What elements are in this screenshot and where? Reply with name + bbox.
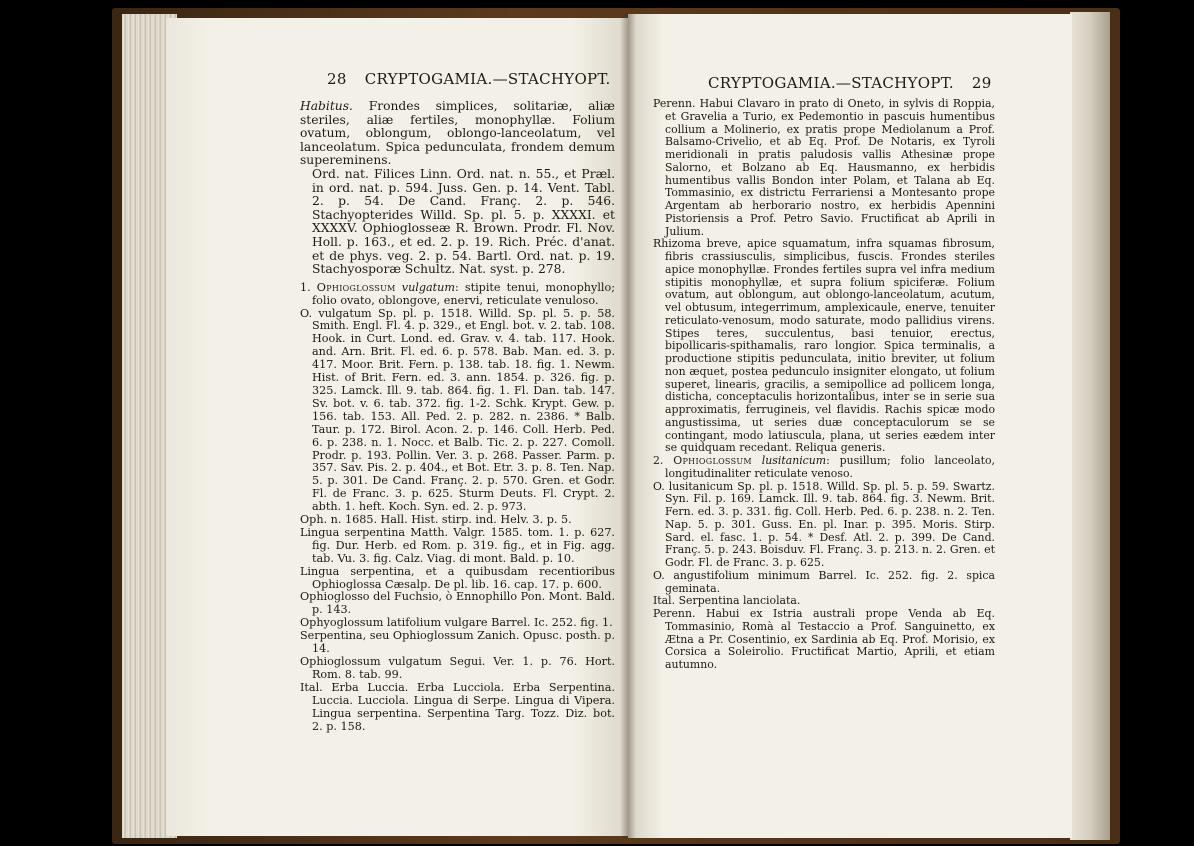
species-1-number: 1.	[300, 280, 311, 294]
ord-paragraph: Ord. nat. Filices Linn. Ord. nat. n. 55., et Præl. in ord. nat. p. 594. Juss. Gen. p. 14. Vent. Tabl. 2. p. 54. De Cand. Franç. 2. p. 546. Stachyopterides Willd. Sp. pl. 5. p. XXXXI. et XXXXV. Ophioglosseæ R. Brown. Prodr. Fl. Nov. Holl. p. 163., et ed. 2. p. 19. Rich. Préc. d'anat. et de phys. veg. 2. p. 54. Bartl. Ord. nat. p. 19. Stachyosporæ Schultz. Nat. syst. p. 278.	[312, 166, 615, 277]
perenn-paragraph-1: Perenn. Habui Clavaro in prato di Oneto, in sylvis di Roppia, et Gravelia a Turio, ex Pedemontio in pascuis humentibus collium a Molinerio, ex pratis prope Mediolanum a Prof. Balsamo-Crivelio, et ab Eq. Prof. De Notaris, ex Tyroli meridionali in pratis paludosis vallis Athesinæ prope Salorno, et Bolzano ab Eq. Hausmanno, ex herbidis humentibus vallis Bondon inter Polam, et Talana ab Eq. Tommasinio, ex districtu Ferrariensi a Montesanto prope Argentam ab herborario nostro, ex herbidis Apennini Pistoriensis a Prof. Petro Savio. Fructificat ab Aprili in Julium.	[653, 97, 995, 238]
o-vulgatum-refs: O. vulgatum Sp. pl. p. 1518. Willd. Sp. pl. 5. p. 58. Smith. Engl. Fl. 4. p. 329., et Engl. bot. v. 2. tab. 108. Hook. in Curt. Lond. ed. Grav. v. 4. tab. 117. Hook. and. Arn. Brit. Fl. ed. 6. p. 578. Bab. Man. ed. 3. p. 417. Moor. Brit. Fern. p. 138. tab. 18. fig. 1. Newm. Hist. of Brit. Fern. ed. 3. ann. 1854. p. 326. fig. p. 325. Lamck. Ill. 9. tab. 864. fig. 1. Fl. Dan. tab. 147. Sv. bot. v. 6. tab. 372. fig. 1-2. Schk. Krypt. Gew. p. 156. tab. 153. All. Ped. 2. p. 282. n. 2386. * Balb. Taur. p. 172. Birol. Acon. 2. p. 146. Coll. Herb. Ped. 6. p. 238. n. 1. Nocc. et Balb. Tic. 2. p. 227. Comoll. Prodr. p. 193. Pollin. Ver. 3. p. 268. Passer. Parm. p. 357. Sav. Pis. 2. p. 404., et Bot. Etr. 3. p. 8. Ten. Nap. 5. p. 301. De Cand. Franç. 2. p. 570. Gren. et Godr. Fl. de Franc. 3. p. 625. Sturm Deuts. Fl. Crypt. 2. abth. 1. heft. Koch. Syn. ed. 2. p. 973.	[300, 306, 615, 514]
right-page-body	[653, 98, 995, 672]
ophyoglossum-ref: Ophyoglossum latifolium vulgare Barrel. Ic. 252. fig. 1.	[300, 616, 613, 630]
page-number-left: 28	[327, 70, 347, 88]
o-angustifolium-ref: O. angustifolium minimum Barrel. Ic. 252. fig. 2. spica geminata.	[653, 568, 995, 595]
right-page	[628, 14, 1072, 838]
running-head-title-left: CRYPTOGAMIA.—STACHYOPT.	[364, 70, 611, 88]
page-edges-right	[1070, 12, 1110, 840]
fuchsio-ref: Ophioglosso del Fuchsio, ò Ennophillo Pon. Mont. Bald. p. 143.	[300, 590, 615, 617]
ital-names-2: Ital. Serpentina lanciolata.	[653, 594, 801, 608]
rhizoma-paragraph: Rhizoma breve, apice squamatum, infra squamas fibrosum, fibris crassiusculis, simplicibus, fuscis. Frondes steriles apice monophyllæ. Frondes fertiles supra vel infra medium stipitis monophyllæ, et supra folium spiciferæ. Folium ovatum, aut oblongum, aut oblongo-lanceolatum, acutum, vel obtusum, integerrimum, amplexicaule, enerve, tenuiter reticulato-venosum, modo saturate, modo pallidius virens. Stipes teres, succulentus, basi tenuior, erectus, bipollicaris-spithamalis, raro longior. Spica terminalis, a productione stipitis pedunculata, initio breviter, ut folium non æquet, postea pedunculo insigniter elongato, ut folium superet, linearis, gracilis, a semipollice ad pollicem longa, disticha, conceptaculis horizontalibus, inter se in serie sua approximatis, ferrugineis, vel flavidis. Rachis spicæ modo angustissima, ut series duæ conceptaculorum se se contingant, modo latiuscula, plana, ut series eædem inter se quidquam recedant. Reliqua generis.	[653, 237, 995, 455]
habitus-text: Frondes simplices, solitariæ, aliæ steriles, aliæ fertiles, monophyllæ. Folium ovatum, oblongum, oblongo-lanceolatum, vel lanceolatum. Spica pedunculata, frondem demum supereminens.	[300, 99, 615, 168]
species-2-name: lusitanicum	[761, 454, 827, 467]
species-1-name: vulgatum	[401, 280, 455, 294]
running-head-left	[309, 70, 611, 88]
habitus-paragraph	[300, 100, 615, 168]
serpentina-ref: Serpentina, seu Ophioglossum Zanich. Opusc. posth. p. 14.	[300, 629, 615, 656]
species-2-number: 2.	[653, 454, 664, 467]
oph-ref: Oph. n. 1685. Hall. Hist. stirp. ind. Helv. 3. p. 5.	[300, 513, 572, 527]
book-gutter	[620, 14, 636, 838]
habitus-label: Habitus.	[300, 99, 353, 113]
lingua-ref-2: Lingua serpentina, et a quibusdam recentioribus Ophioglossa Cæsalp. De pl. lib. 16. cap. 17. p. 600.	[300, 564, 615, 591]
left-page	[166, 18, 628, 836]
lingua-ref: Lingua serpentina Matth. Valgr. 1585. tom. 1. p. 627. fig. Dur. Herb. ed Rom. p. 319. fig., et in Fig. agg. tab. Vu. 3. fig. Calz. Viag. di mont. Bald. p. 10.	[300, 525, 615, 565]
species-2-genus: Ophioglossum	[673, 454, 752, 467]
species-1-genus: Ophioglossum	[316, 280, 396, 294]
ophioglossum-vulgatum-ref: Ophioglossum vulgatum Segui. Ver. 1. p. 76. Hort. Rom. 8. tab. 99.	[300, 655, 615, 681]
page-number-right: 29	[971, 74, 992, 92]
running-head-right	[708, 74, 1010, 92]
running-head-title-right: CRYPTOGAMIA.—STACHYOPT.	[708, 74, 954, 92]
perenn-paragraph-2: Perenn. Habui ex Istria australi prope Venda ab Eq. Tommasinio, Romà al Testaccio a Prof. Sanguinetto, ex Ætna a Pr. Cosentinio, ex Sardinia ab Eq. Prof. Morisio, ex Corsica a Soleirolio. Fructificat Martio, Aprili, et etiam autumno.	[653, 607, 995, 671]
left-page-body	[300, 100, 615, 733]
species-1-heading	[300, 282, 615, 308]
species-1-desc: : stipite tenui, monophyllo; folio ovato, oblongove, enervi, reticulate venuloso.	[312, 280, 615, 307]
ital-names: Ital. Erba Luccia. Erba Lucciola. Erba Serpentina. Luccia. Lucciola. Lingua di Serpe. Lingua di Vipera. Lingua serpentina. Serpentina Targ. Tozz. Diz. bot. 2. p. 158.	[300, 680, 615, 733]
o-lusitanicum-refs: O. lusitanicum Sp. pl. p. 1518. Willd. Sp. pl. 5. p. 59. Swartz. Syn. Fil. p. 169. Lamck. Ill. 9. tab. 864. fig. 3. Newm. Brit. Fern. ed. 3. p. 331. fig. Coll. Herb. Ped. 6. p. 238. n. 2. Ten. Nap. 5. p. 301. Guss. En. pl. Inar. p. 395. Moris. Stirp. Sard. el. fasc. 1. p. 54. * Desf. Atl. 2. p. 399. De Cand. Franç. 5. p. 243. Boisduv. Fl. Franç. 3. p. 213. n. 2. Gren. et Godr. Fl. de Franc. 3. p. 625.	[653, 479, 995, 569]
species-2-heading	[653, 455, 995, 481]
species-2-desc: : pusillum; folio lanceolato, longitudinaliter reticulate venoso.	[665, 454, 995, 480]
